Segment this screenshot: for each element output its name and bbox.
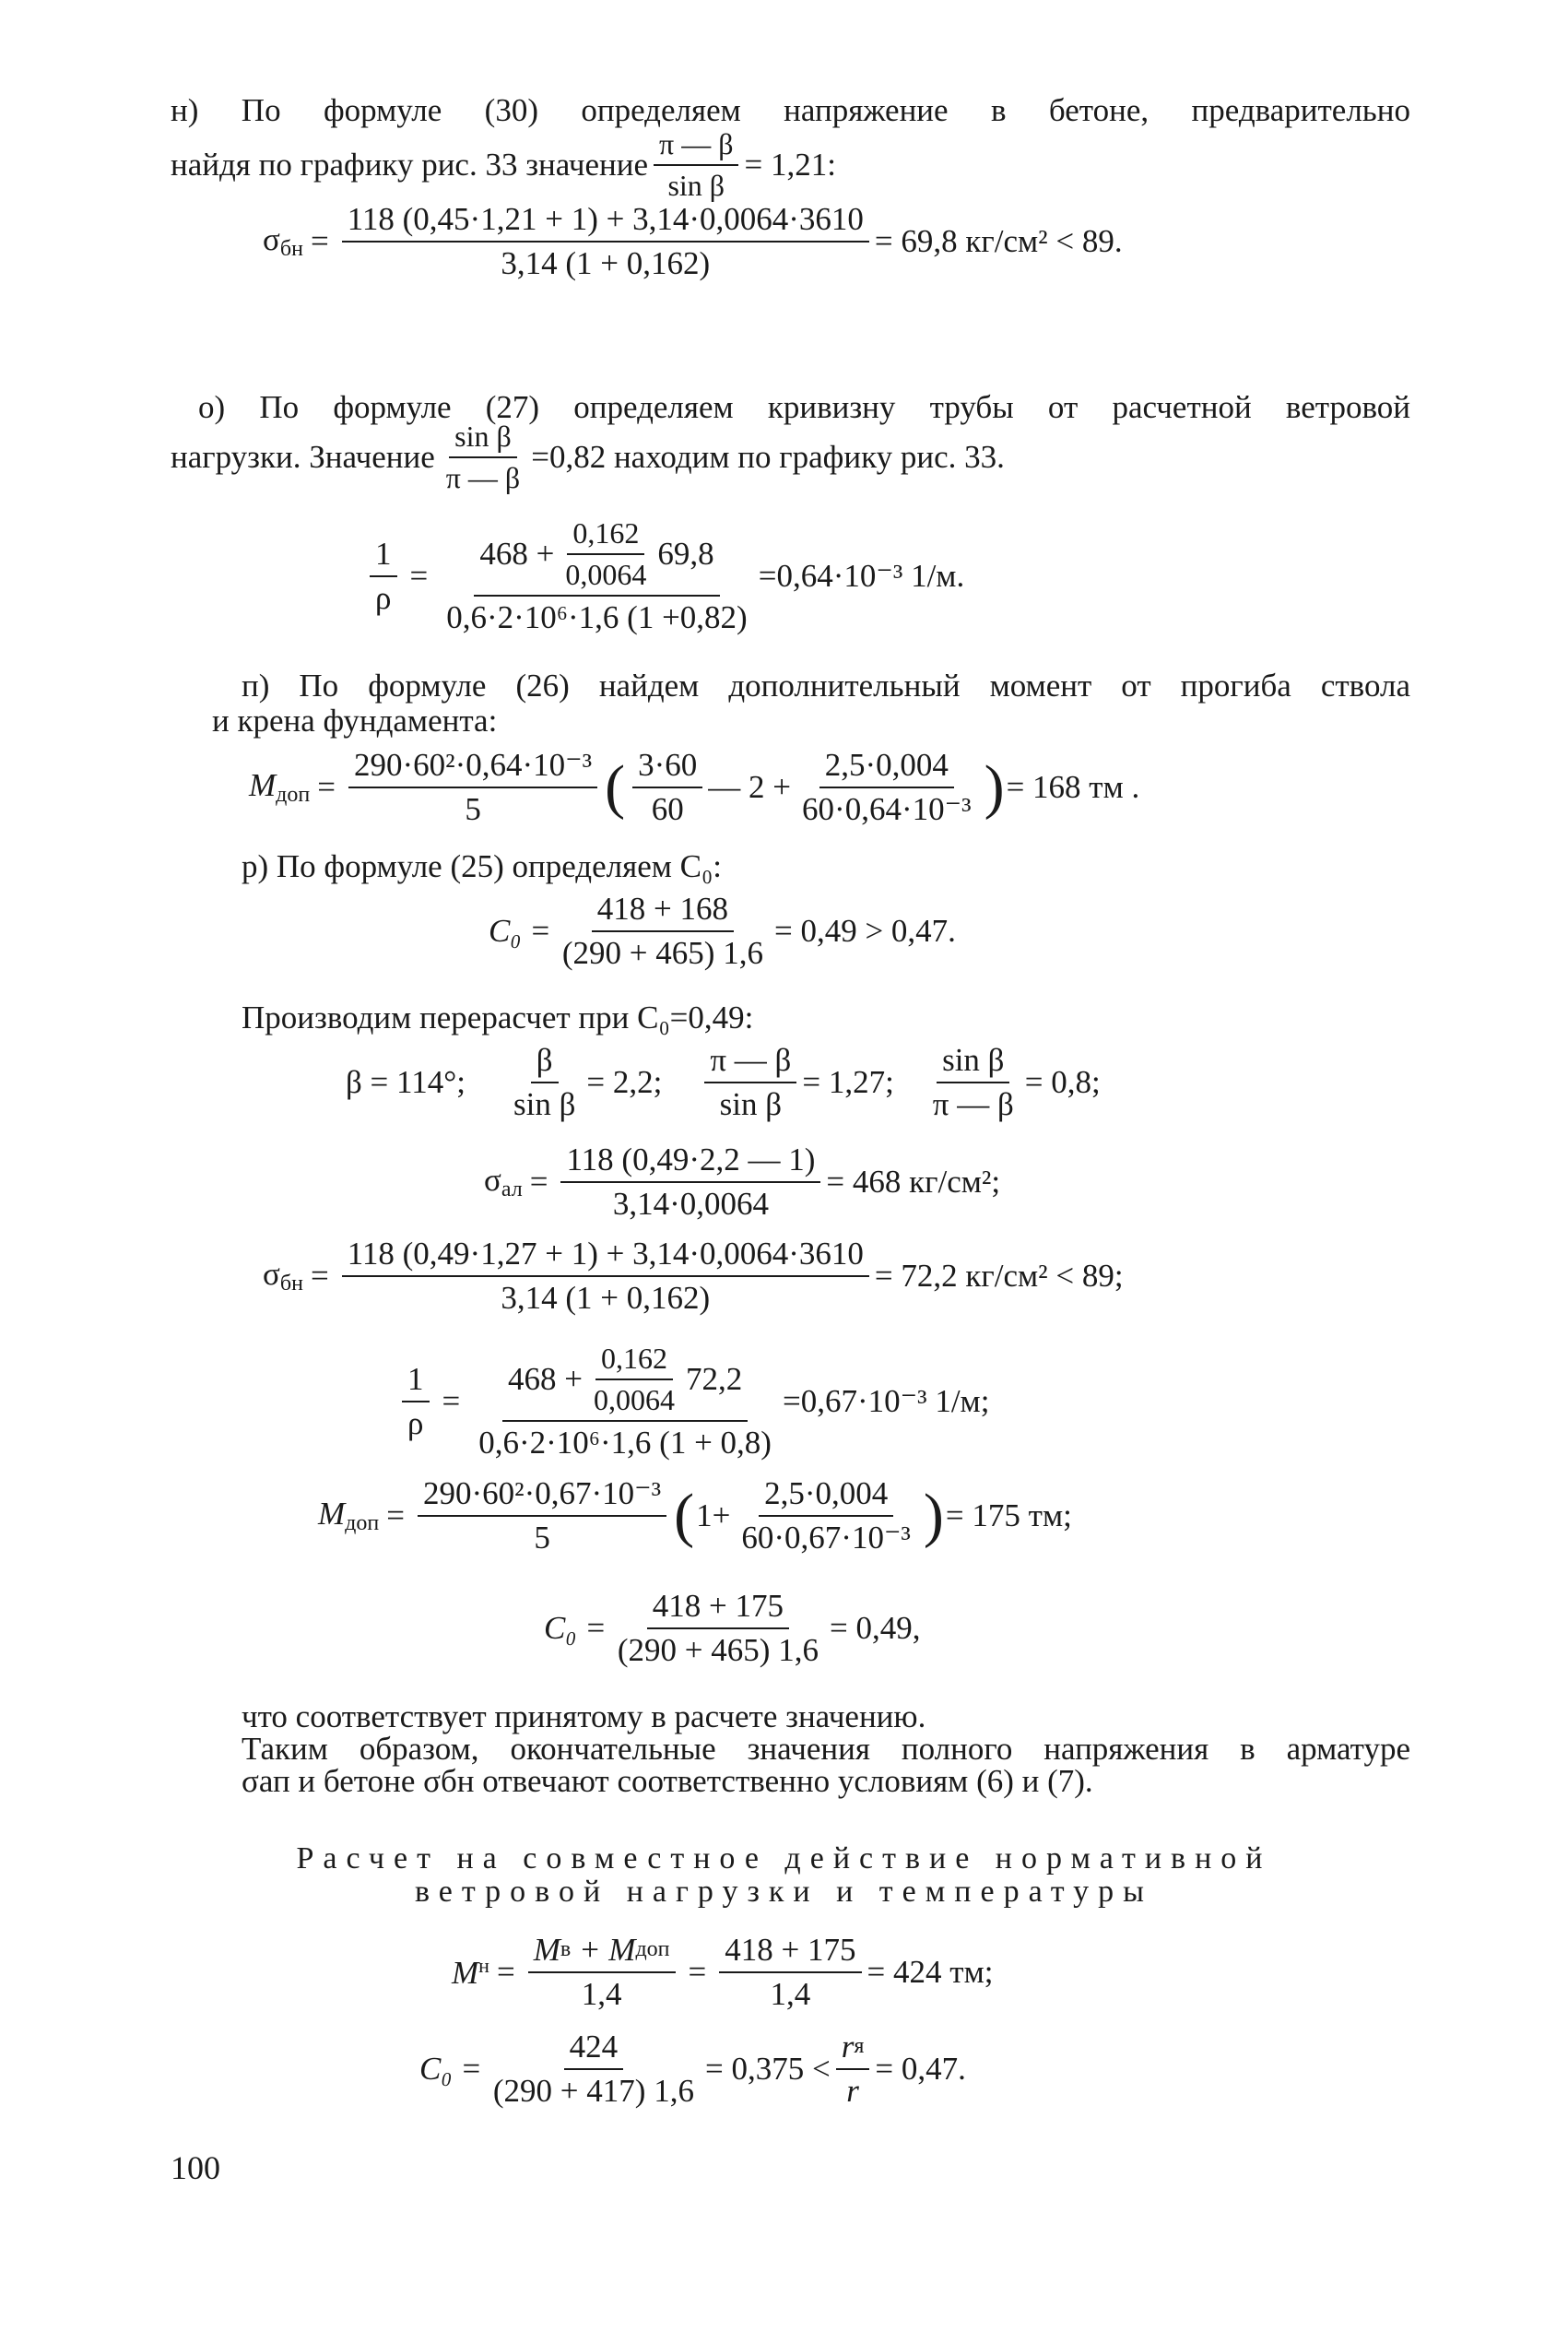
fraction-denominator: 5 — [465, 791, 481, 828]
equals-sign: = — [310, 223, 329, 260]
numerator-part: 72,2 — [685, 1360, 743, 1397]
fraction-denominator: 60·0,67·10⁻³ — [741, 1520, 911, 1556]
eq-lhs: С₀ = — [489, 913, 551, 950]
fraction-numerator: sin β — [449, 420, 517, 458]
num-part: + М — [571, 1932, 636, 1968]
fraction-numerator — [502, 1342, 748, 1422]
left-paren: ( — [605, 753, 626, 822]
right-paren: ) — [984, 753, 1005, 822]
fraction-denominator: 1,4 — [581, 1976, 622, 2013]
value-3: = 0,8; — [1024, 1064, 1101, 1101]
eq-lhs — [484, 1162, 523, 1202]
fraction — [796, 747, 977, 829]
fraction-numerator: 3·60 — [632, 747, 702, 788]
inner-mid: — 2 + — [708, 769, 792, 806]
eq-lhs — [263, 1256, 303, 1296]
sigma-subscript: ал — [501, 1177, 523, 1202]
fraction-denominator: 60 — [651, 791, 684, 828]
fraction-numerator: 118 (0,45·1,21 + 1) + 3,14·0,0064·3610 — [342, 201, 869, 243]
eq-lhs — [263, 221, 303, 262]
paragraph-o-line1: о) По формуле (27) определяем кривизну трубы от расчетной ветровой — [198, 389, 1410, 425]
fraction-numerator: π — β — [704, 1042, 796, 1083]
fraction-denominator: (290 + 465) 1,6 — [617, 1632, 819, 1669]
fraction-denominator: r — [846, 2073, 859, 2110]
numerator-part: 468 + — [507, 1360, 583, 1397]
paragraph-n-line2-start: найдя по графику рис. 33 значение — [171, 146, 649, 183]
equals-sign: = — [496, 1954, 515, 1991]
fraction — [342, 201, 869, 283]
fraction-numerator: 424 — [564, 2029, 624, 2070]
moment-superscript: н — [478, 1953, 489, 1977]
moment-subscript: доп — [345, 1511, 380, 1536]
paragraph-p-line1: п) По формуле (26) найдем дополнительный момент от прогиба ствола — [242, 668, 1410, 704]
fraction — [836, 2029, 870, 2111]
fraction-denominator: 3,14 (1 + 0,162) — [501, 245, 711, 282]
fraction-denominator: sin β — [719, 1086, 783, 1123]
value-1: = 2,2; — [586, 1064, 663, 1101]
nested-denominator: 0,0064 — [565, 557, 647, 591]
fraction — [342, 1236, 869, 1318]
fraction — [560, 1142, 820, 1224]
equation-mdop-1 — [249, 747, 1139, 829]
eq-lhs: С₀ = — [544, 1610, 607, 1647]
equals-sign: = — [310, 1258, 329, 1295]
inner-part: 1+ — [696, 1497, 731, 1534]
fraction-numerator: 1 — [370, 536, 397, 577]
eq-rhs: = 168 тм . — [1006, 769, 1140, 806]
fraction — [927, 1042, 1020, 1124]
sigma-symbol: σ — [263, 1256, 280, 1293]
fraction — [370, 536, 397, 618]
conclusion-line2: Таким образом, окончательные значения полного напряжения в арматуре — [242, 1731, 1410, 1767]
recalc-line: Производим перерасчет при С₀=0,49: — [242, 1000, 754, 1035]
equals-sign: = — [529, 1164, 548, 1201]
equals-sign: = — [317, 769, 336, 806]
right-paren: ) — [923, 1482, 944, 1550]
fraction-denominator: 1,4 — [770, 1976, 811, 2013]
fraction-numerator: 290·60²·0,64·10⁻³ — [348, 747, 597, 788]
fraction-numerator: 290·60²·0,67·10⁻³ — [418, 1475, 666, 1517]
fraction-denominator: (290 + 465) 1,6 — [561, 935, 763, 972]
fraction-denominator: 5 — [534, 1520, 550, 1556]
paragraph-p-line2: и крена фундамента: — [212, 703, 498, 739]
fraction — [508, 1042, 581, 1124]
equals-sign: = — [409, 557, 429, 594]
paragraph-o-line2 — [171, 420, 1005, 495]
num-subscript: в — [560, 1937, 572, 1962]
equation-sigma-bn-1 — [263, 201, 1123, 283]
equation-mn — [452, 1932, 993, 2014]
equation-c0-1 — [489, 891, 956, 973]
equals-sign: = — [442, 1382, 461, 1419]
eq-rhs: = 0,49, — [829, 1610, 921, 1647]
nested-denominator: 0,0064 — [593, 1382, 675, 1416]
nested-numerator: 0,162 — [567, 516, 644, 555]
moment-symbol: М — [249, 767, 277, 804]
fraction — [736, 1475, 916, 1557]
eq-rhs: = 468 кг/см²; — [826, 1164, 1001, 1201]
fraction — [704, 1042, 796, 1124]
fraction — [557, 891, 769, 973]
section-heading-line2: ветровой нагрузки и температуры — [414, 1875, 1154, 1909]
fraction-denominator: ρ — [375, 579, 392, 616]
equals-sign: = — [386, 1497, 405, 1534]
num-part: r — [841, 2029, 855, 2065]
sigma-symbol: σ — [484, 1162, 501, 1199]
fraction — [348, 747, 597, 829]
paragraph-o-line2-end: =0,82 находим по графику рис. 33. — [531, 438, 1005, 475]
eq-mid: = 0,375 < — [704, 2051, 831, 2088]
fraction-numerator: 118 (0,49·1,27 + 1) + 3,14·0,0064·3610 — [342, 1236, 869, 1277]
paragraph-n-line1: н) По формуле (30) определяем напряжение в бетоне, предварительно — [171, 92, 1410, 128]
equation-rho-1 — [364, 516, 964, 636]
paragraph-n-line2-end: = 1,21: — [744, 146, 836, 183]
fraction-numerator: 2,5·0,004 — [819, 747, 954, 788]
fraction-numerator: 2,5·0,004 — [759, 1475, 893, 1517]
fraction — [612, 1588, 824, 1670]
fraction — [473, 1342, 777, 1461]
page-number: 100 — [171, 2149, 220, 2186]
fraction — [441, 420, 525, 495]
fraction-numerator: 418 + 175 — [647, 1588, 789, 1629]
equals-sign: = — [688, 1954, 707, 1991]
eq-rhs: = 0,49 > 0,47. — [773, 913, 956, 950]
fraction — [402, 1361, 430, 1443]
fraction-numerator — [836, 2029, 870, 2070]
eq-lhs — [318, 1496, 379, 1536]
fraction — [654, 127, 738, 203]
eq-rhs: = 175 тм; — [945, 1497, 1072, 1534]
value-2: = 1,27; — [802, 1064, 894, 1101]
fraction-numerator: 1 — [402, 1361, 430, 1402]
fraction-numerator: 418 + 175 — [719, 1932, 861, 1973]
fraction — [632, 747, 702, 829]
left-paren: ( — [674, 1482, 695, 1550]
fraction-numerator — [528, 1932, 676, 1973]
eq-rhs: =0,64·10⁻³ 1/м. — [758, 557, 965, 594]
paragraph-r-line1: р) По формуле (25) определяем С₀: — [242, 848, 722, 884]
equation-c0-2 — [544, 1588, 920, 1670]
fraction-denominator: sin β — [513, 1086, 576, 1123]
eq-rhs: =0,67·10⁻³ 1/м; — [782, 1382, 990, 1419]
section-heading-line1: Расчет на совместное действие нормативной — [296, 1841, 1272, 1875]
fraction-denominator: 0,6·2·10⁶·1,6 (1 +0,82) — [446, 598, 748, 635]
fraction — [418, 1475, 666, 1557]
nested-fraction — [560, 516, 652, 592]
fraction-numerator: sin β — [937, 1042, 1009, 1083]
sigma-subscript: бн — [279, 1272, 303, 1296]
fraction-numerator: π — β — [654, 127, 738, 166]
fraction-denominator: ρ — [407, 1404, 424, 1441]
fraction-numerator: 418 + 168 — [592, 891, 734, 932]
sigma-symbol: σ — [263, 221, 280, 258]
eq-rhs: = 69,8 кг/см² < 89. — [874, 223, 1123, 260]
equation-rho-2 — [396, 1342, 989, 1461]
fraction-numerator — [474, 516, 719, 597]
fraction-denominator: sin β — [667, 168, 725, 202]
eq-lhs — [452, 1954, 489, 1992]
numerator-part: 69,8 — [657, 535, 714, 572]
equation-beta-values — [346, 1042, 1101, 1124]
fraction — [441, 516, 752, 636]
fraction-numerator: 118 (0,49·2,2 — 1) — [560, 1142, 820, 1183]
beta-value: β = 114°; — [346, 1064, 466, 1101]
equation-sigma-al — [484, 1142, 1000, 1224]
fraction-denominator: π — β — [445, 460, 521, 494]
numerator-part: 468 + — [479, 535, 555, 572]
num-subscript: я — [854, 2034, 865, 2059]
num-subscript: доп — [635, 1937, 670, 1962]
fraction-denominator: 3,14·0,0064 — [612, 1186, 769, 1223]
nested-numerator: 0,162 — [595, 1342, 673, 1380]
eq-rhs: = 0,47. — [875, 2051, 966, 2088]
fraction — [488, 2029, 700, 2111]
equation-sigma-bn-2 — [263, 1236, 1124, 1318]
sigma-subscript: бн — [279, 237, 303, 262]
fraction-denominator: (290 + 417) 1,6 — [492, 2073, 694, 2110]
fraction — [719, 1932, 861, 2014]
eq-rhs: = 424 тм; — [867, 1954, 994, 1991]
conclusion-line1: что соответствует принятому в расчете значению. — [242, 1698, 926, 1734]
moment-subscript: доп — [276, 783, 311, 808]
fraction-denominator: 3,14 (1 + 0,162) — [501, 1280, 711, 1317]
eq-lhs — [249, 767, 310, 808]
fraction-denominator: 0,6·2·10⁶·1,6 (1 + 0,8) — [478, 1424, 772, 1461]
paragraph-o-line2-start: нагрузки. Значение — [171, 438, 435, 475]
conclusion-line3: σап и бетоне σбн отвечают соответственно условиям (6) и (7). — [242, 1763, 1093, 1799]
fraction-denominator: 60·0,64·10⁻³ — [802, 791, 972, 828]
paragraph-n-line2 — [171, 127, 836, 203]
equation-mdop-2 — [318, 1475, 1072, 1557]
eq-rhs: = 72,2 кг/см² < 89; — [874, 1258, 1124, 1295]
fraction-denominator: π — β — [932, 1086, 1014, 1123]
nested-fraction — [588, 1342, 680, 1417]
moment-symbol: М — [318, 1496, 346, 1532]
fraction-numerator: β — [531, 1042, 559, 1083]
moment-symbol: М — [452, 1954, 479, 1991]
eq-lhs: С₀ = — [419, 2051, 482, 2088]
equation-c0-3 — [419, 2029, 966, 2111]
fraction — [528, 1932, 676, 2014]
num-part: М — [533, 1932, 560, 1968]
